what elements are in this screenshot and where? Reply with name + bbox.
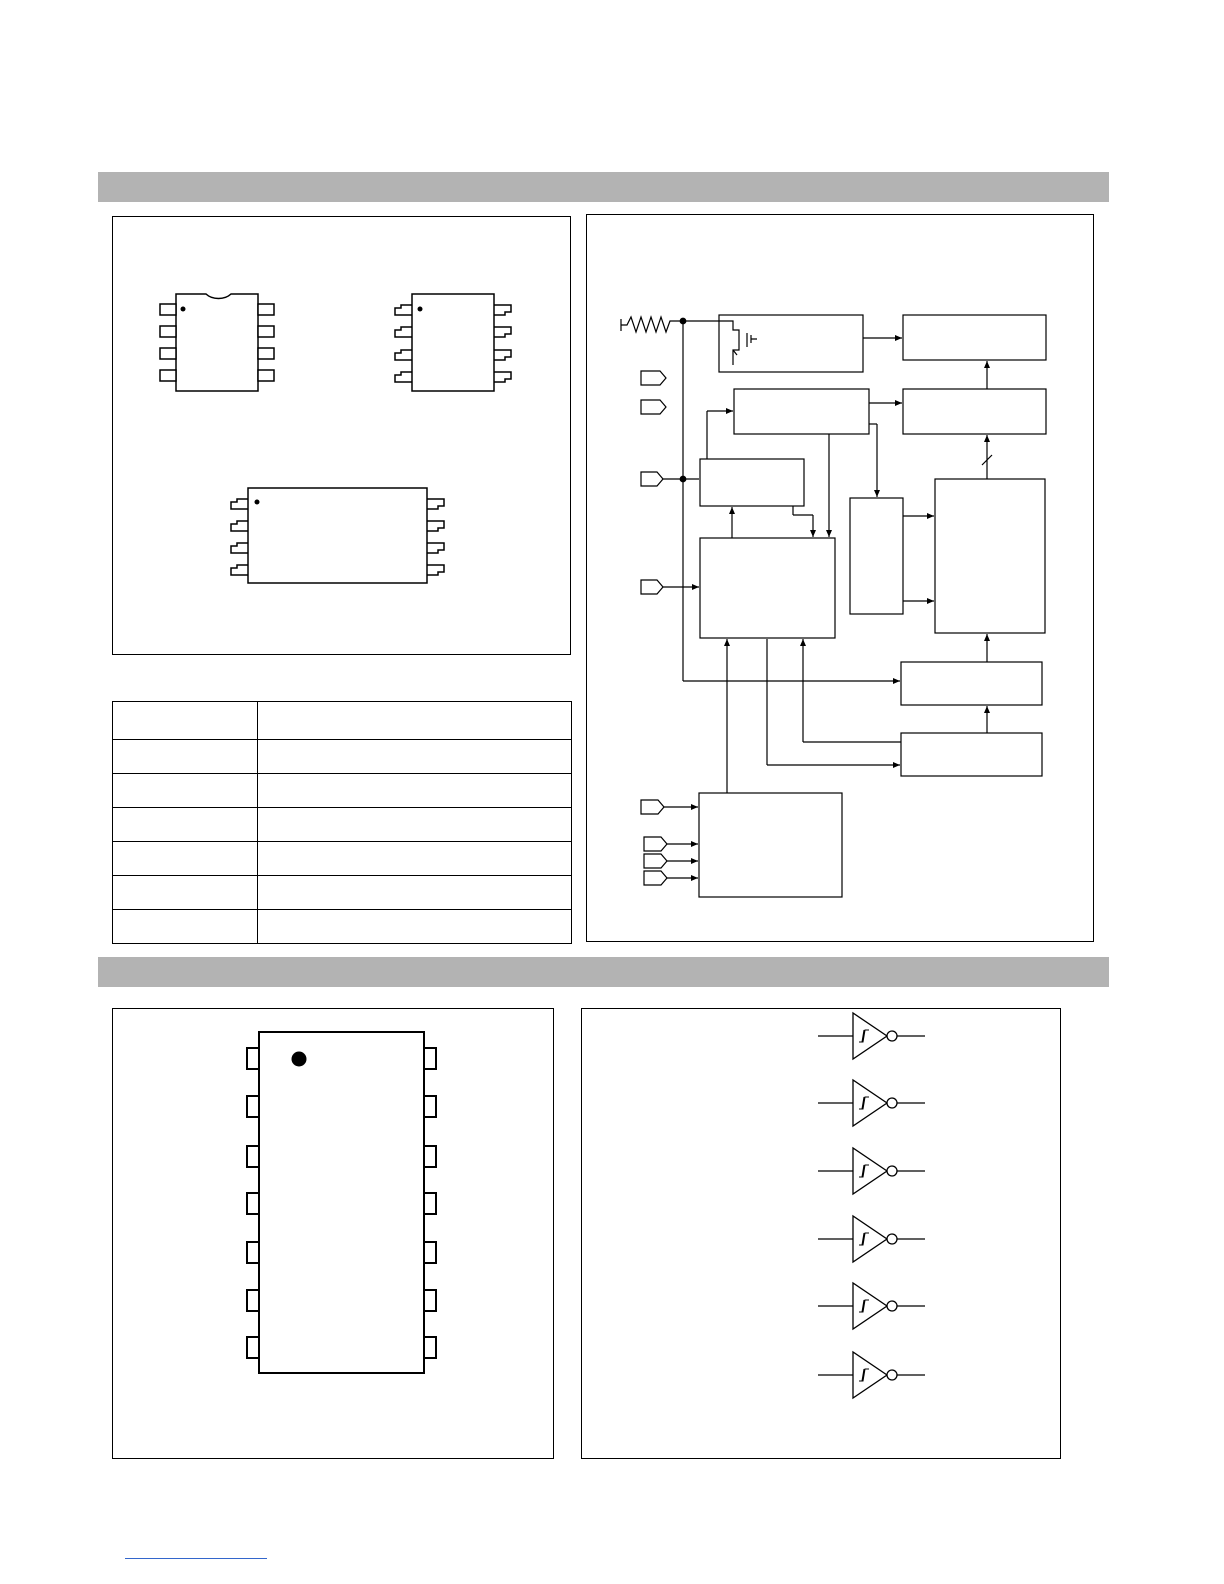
table-row (113, 910, 572, 944)
table-row (113, 876, 572, 910)
input-pin-icon (641, 800, 664, 814)
schmitt-inverter-icon (818, 1013, 925, 1059)
logic-diagram (582, 1009, 1062, 1460)
table-cell (113, 876, 258, 910)
schmitt-inverter-icon (818, 1352, 925, 1398)
logic-diagram-panel (581, 1008, 1061, 1459)
table-row (113, 740, 572, 774)
table-cell (258, 702, 572, 740)
block-e (850, 498, 903, 614)
table-cell (113, 910, 258, 944)
block-d (700, 459, 804, 506)
section-header-band (98, 957, 1109, 987)
block-diagram-panel (586, 214, 1094, 942)
table-cell (258, 842, 572, 876)
input-pin-icon (644, 837, 667, 851)
soic8-package (395, 294, 511, 391)
table-cell (113, 808, 258, 842)
footer-link[interactable] (125, 1558, 267, 1559)
block-power-on-reset (719, 315, 863, 372)
dip14-package (113, 1009, 555, 1460)
block-control-logic (700, 538, 835, 638)
block-g (901, 733, 1042, 776)
section-header-band (98, 172, 1109, 202)
block-diagram (587, 215, 1095, 943)
pin1-marker-icon (181, 307, 186, 312)
block-b (734, 389, 869, 434)
resistor-icon (621, 317, 683, 332)
block-a (903, 315, 1046, 360)
input-pin-icon (644, 854, 667, 868)
table-cell (258, 774, 572, 808)
block-memory-array (935, 479, 1045, 633)
pin-description-table (112, 701, 572, 944)
table-cell (113, 702, 258, 740)
block-f (901, 662, 1042, 705)
package-outline-panel (112, 216, 571, 655)
table-cell (113, 740, 258, 774)
dip8-package (160, 294, 274, 391)
pin1-marker-icon (418, 307, 423, 312)
table-cell (113, 842, 258, 876)
table-row (113, 702, 572, 740)
dip14-pinout-panel (112, 1008, 554, 1459)
tssop8-package (231, 488, 444, 583)
table-cell (258, 910, 572, 944)
schmitt-inverter-icon (818, 1216, 925, 1262)
table-row (113, 808, 572, 842)
package-outlines (113, 217, 572, 656)
block-h (699, 793, 842, 897)
pin1-marker-icon (292, 1052, 307, 1067)
schmitt-inverter-icon (818, 1283, 925, 1329)
table-cell (258, 740, 572, 774)
schmitt-inverter-icon (818, 1080, 925, 1126)
block-c (903, 389, 1046, 434)
pin1-marker-icon (255, 500, 260, 505)
table-cell (113, 774, 258, 808)
table-cell (258, 808, 572, 842)
table-row (113, 774, 572, 808)
schmitt-inverter-icon (818, 1148, 925, 1194)
input-pin-icon (641, 580, 663, 594)
table-cell (258, 876, 572, 910)
input-pin-icon (641, 472, 663, 486)
table-row (113, 842, 572, 876)
input-pin-icon (644, 871, 667, 885)
input-pin-icon (641, 371, 666, 385)
input-pin-icon (641, 400, 666, 414)
